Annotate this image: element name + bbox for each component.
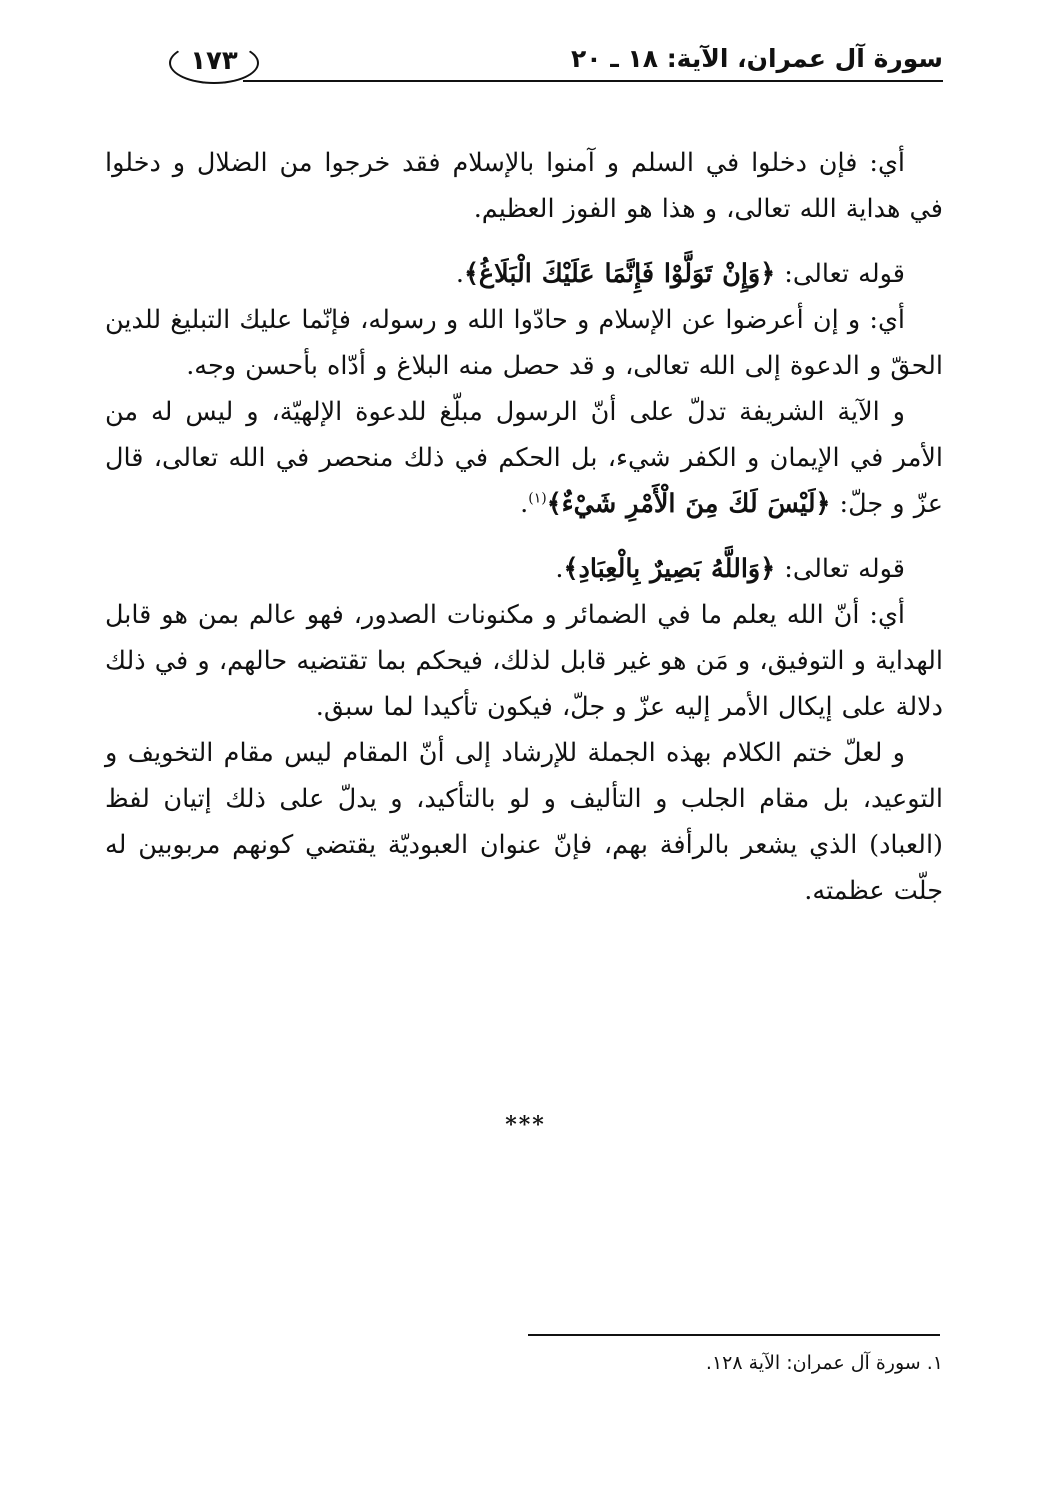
paragraph	[105, 592, 943, 730]
paragraph-tail: .	[520, 489, 529, 519]
running-title: سورة آل عمران، الآية: ١٨ ـ ٢٠	[570, 44, 943, 73]
header-rule	[243, 80, 943, 82]
paragraph-text: و الآية الشريفة تدلّ على أنّ الرسول مبلّغ للدعوة الإلهيّة، و ليس له من الأمر في الإيمان و الكفر شيء، بل الحكم في ذلك منحصر في الله تعالى، قال عزّ و جلّ:	[105, 397, 943, 519]
paragraph-text: و لعلّ ختم الكلام بهذه الجملة للإرشاد إلى أنّ المقام ليس مقام التخويف و التوعيد، بل مقام الجلب و التأليف و لو بالتأكيد، و يدلّ على ذلك إتيان لفظ (العباد) الذي يشعر بالرأفة بهم، فإنّ عنوان العبوديّة يقتضي كونهم مربوبين له جلّت عظمته.	[105, 738, 943, 906]
quran-verse: ﴿وَاللَّهُ بَصِيرٌ بِالْعِبَادِ﴾	[563, 554, 776, 584]
verse-tail: .	[555, 554, 564, 584]
page-header	[105, 36, 943, 88]
verse-paragraph	[105, 546, 943, 592]
verse-tail: .	[455, 259, 464, 289]
paragraph	[105, 730, 943, 914]
paragraph	[105, 140, 943, 232]
verse-paragraph	[105, 251, 943, 297]
footnote-rule	[528, 1334, 940, 1336]
paragraph	[105, 389, 943, 527]
footnote-marker: (١)	[528, 490, 547, 507]
quran-verse: ﴿لَيْسَ لَكَ مِنَ الْأَمْرِ شَيْءٌ﴾	[546, 489, 831, 519]
page-number: ١٧٣	[190, 46, 238, 76]
section-separator: ***	[505, 1112, 546, 1138]
verse-lead: قوله تعالى:	[775, 259, 905, 289]
paragraph	[105, 297, 943, 389]
body-text	[105, 140, 943, 914]
verse-lead: قوله تعالى:	[775, 554, 905, 584]
paragraph-text: أي: فإن دخلوا في السلم و آمنوا بالإسلام فقد خرجوا من الضلال و دخلوا في هداية الله تعالى، و هذا هو الفوز العظيم.	[105, 148, 943, 224]
quran-verse: ﴿وَإِنْ تَوَلَّوْا فَإِنَّمَا عَلَيْكَ الْبَلَاغُ﴾	[463, 259, 776, 289]
paragraph-text: أي: أنّ الله يعلم ما في الضمائر و مكنونات الصدور، فهو عالم بمن هو قابل الهداية و التوفيق، و مَن هو غير قابل لذلك، فيحكم بما تقتضيه حالهم، و في ذلك دلالة على إيكال الأمر إليه عزّ و جلّ، فيكون تأكيدا لما سبق.	[105, 600, 943, 722]
paragraph-text: أي: و إن أعرضوا عن الإسلام و حادّوا الله و رسوله، فإنّما عليك التبليغ للدين الحقّ و الدعوة إلى الله تعالى، و قد حصل منه البلاغ و أدّاه بأحسن وجه.	[105, 305, 943, 381]
footnote: ١. سورة آل عمران: الآية ١٢٨.	[705, 1352, 943, 1374]
